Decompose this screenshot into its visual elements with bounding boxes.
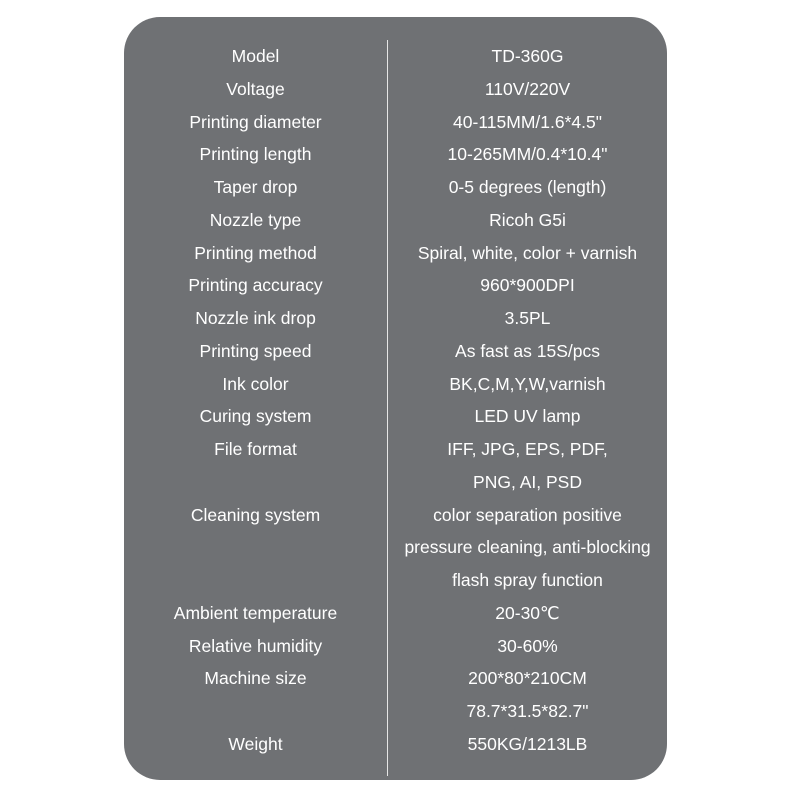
spec-value: TD-360G bbox=[491, 46, 564, 66]
spec-label: Curing system bbox=[199, 406, 312, 427]
spec-value: 40-115MM/1.6*4.5" bbox=[453, 111, 602, 132]
spec-row bbox=[124, 106, 667, 139]
spec-label bbox=[124, 564, 387, 597]
spec-value: 960*900DPI bbox=[480, 275, 575, 296]
spec-label: Taper drop bbox=[213, 177, 298, 197]
spec-value: Spiral, white, color + varnish bbox=[417, 242, 638, 263]
spec-row bbox=[124, 662, 667, 695]
spec-label: File format bbox=[214, 439, 297, 459]
spec-row bbox=[124, 630, 667, 663]
spec-label: Ink color bbox=[222, 373, 289, 394]
spec-value: BK,C,M,Y,W,varnish bbox=[449, 373, 606, 394]
spec-table bbox=[124, 40, 667, 761]
spec-label bbox=[124, 531, 387, 564]
spec-value: PNG, AI, PSD bbox=[473, 471, 582, 492]
spec-row bbox=[124, 564, 667, 597]
spec-row bbox=[124, 499, 667, 532]
spec-value: 20-30℃ bbox=[495, 602, 560, 623]
spec-value: 3.5PL bbox=[504, 308, 551, 328]
spec-row bbox=[124, 269, 667, 302]
spec-label: Weight bbox=[228, 733, 283, 754]
spec-row bbox=[124, 302, 667, 335]
spec-value: 550KG/1213LB bbox=[467, 733, 588, 754]
spec-label: Ambient temperature bbox=[173, 602, 338, 623]
spec-value: LED UV lamp bbox=[474, 406, 581, 427]
spec-label: Machine size bbox=[204, 668, 307, 689]
spec-row bbox=[124, 237, 667, 270]
spec-row bbox=[124, 171, 667, 204]
spec-row bbox=[124, 368, 667, 401]
spec-label: Printing accuracy bbox=[188, 275, 323, 296]
spec-row bbox=[124, 433, 667, 466]
spec-row bbox=[124, 335, 667, 368]
spec-row bbox=[124, 400, 667, 433]
spec-row bbox=[124, 138, 667, 171]
spec-label: Model bbox=[231, 46, 280, 66]
spec-row bbox=[124, 204, 667, 237]
spec-row bbox=[124, 597, 667, 630]
spec-row bbox=[124, 728, 667, 761]
spec-label: Printing method bbox=[194, 242, 317, 263]
spec-row bbox=[124, 695, 667, 728]
spec-label: Nozzle ink drop bbox=[195, 308, 316, 328]
spec-value: 110V/220V bbox=[484, 78, 571, 99]
spec-row bbox=[124, 40, 667, 73]
spec-value: 78.7*31.5*82.7" bbox=[466, 701, 589, 721]
spec-label: Printing speed bbox=[199, 340, 312, 361]
spec-label: Printing length bbox=[199, 144, 312, 165]
spec-value: flash spray function bbox=[452, 570, 603, 590]
spec-row bbox=[124, 466, 667, 499]
spec-label bbox=[124, 695, 387, 728]
spec-label: Printing diameter bbox=[189, 111, 322, 132]
spec-card bbox=[124, 17, 667, 780]
spec-label: Nozzle type bbox=[209, 209, 302, 230]
spec-value: pressure cleaning, anti-blocking bbox=[404, 537, 651, 558]
spec-row bbox=[124, 531, 667, 564]
spec-value: 10-265MM/0.4*10.4" bbox=[447, 144, 608, 165]
spec-value: color separation positive bbox=[433, 504, 622, 525]
spec-label: Voltage bbox=[226, 78, 285, 99]
spec-label bbox=[124, 466, 387, 499]
spec-value: As fast as 15S/pcs bbox=[455, 340, 600, 361]
spec-value: 30-60% bbox=[497, 635, 558, 656]
spec-value: 0-5 degrees (length) bbox=[448, 177, 607, 197]
spec-value: 200*80*210CM bbox=[468, 668, 587, 689]
spec-row bbox=[124, 73, 667, 106]
spec-value: Ricoh G5i bbox=[489, 209, 566, 230]
spec-label: Cleaning system bbox=[190, 504, 321, 525]
spec-value: IFF, JPG, EPS, PDF, bbox=[447, 439, 608, 459]
spec-label: Relative humidity bbox=[188, 635, 323, 656]
